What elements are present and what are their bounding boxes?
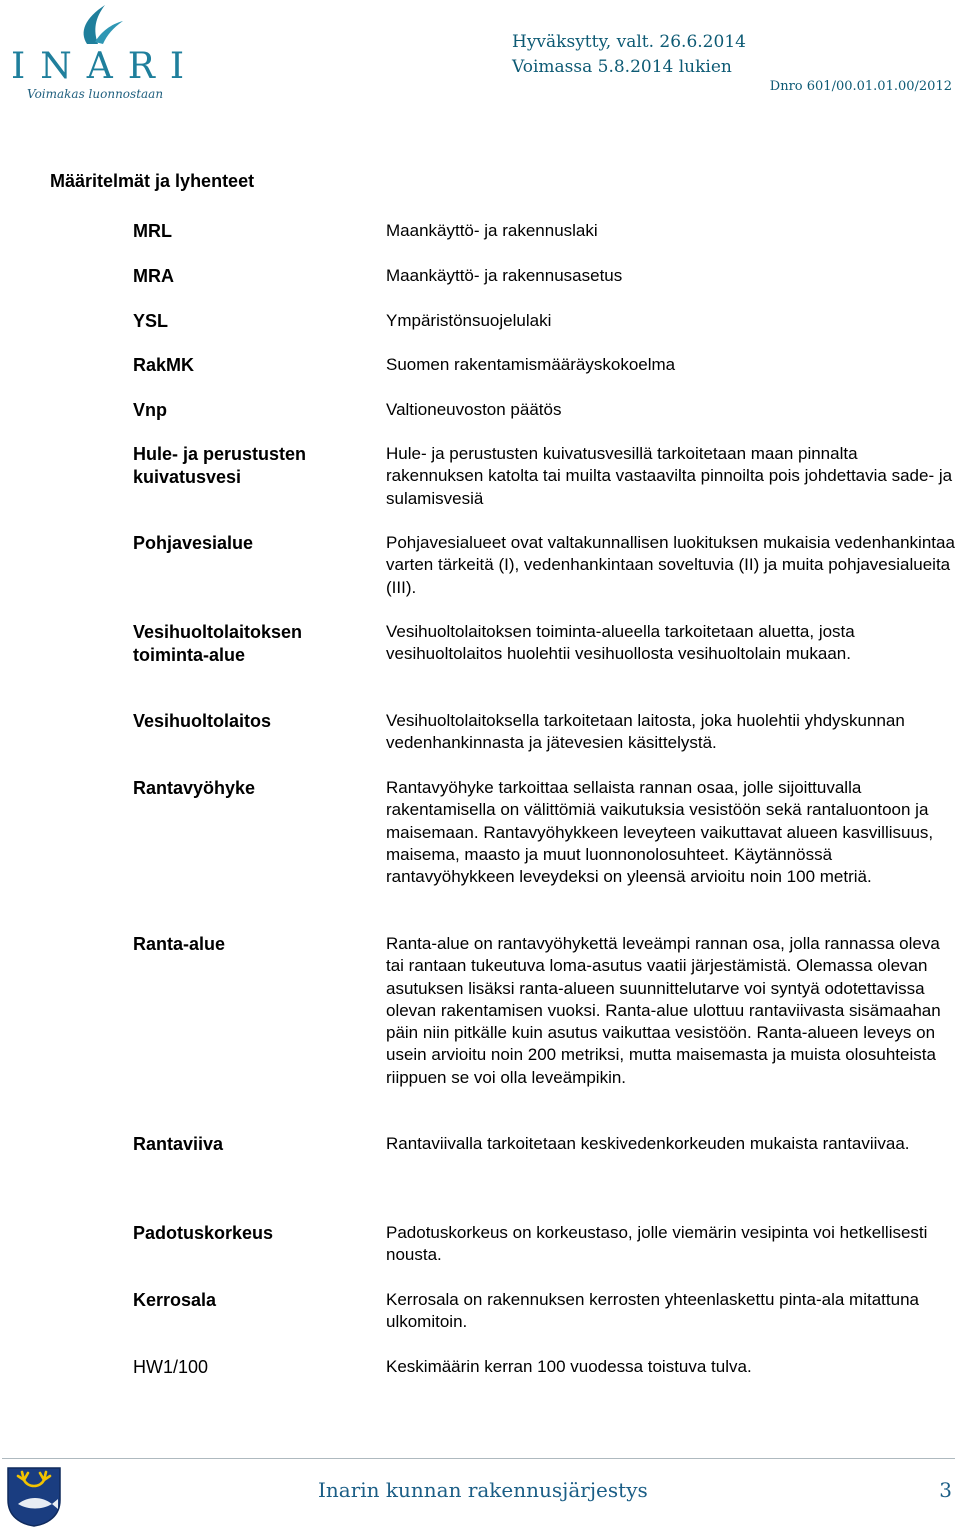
definition-kerrosala: Kerrosala on rakennuksen kerrosten yhteenlaskettu pinta-ala mitattuna ulkomitoin.	[386, 1290, 919, 1332]
bird-flight-icon	[65, 2, 125, 46]
definition-rakmk: Suomen rakentamismääräyskokoelma	[386, 355, 676, 374]
term-rakmk: RakMK	[133, 355, 195, 375]
definition-vesihuoltolaitoksen-toiminta-alue: Vesihuoltolaitoksen toiminta-alueella tarkoitetaan aluetta, josta vesihuoltolaitos huolehtii vesihuollosta vesihuoltolain mukaan.	[386, 622, 855, 664]
footer-divider	[2, 1458, 955, 1459]
definition-mrl: Maankäyttö- ja rakennuslaki	[386, 221, 598, 240]
term-kerrosala: Kerrosala	[133, 1290, 217, 1310]
definition-vesihuoltolaitos: Vesihuoltolaitoksella tarkoitetaan laitosta, joka huolehtii yhdyskunnan vedenhankinnasta ja jätevesien käsittelystä.	[386, 711, 905, 753]
definition-ranta-alue: Ranta-alue on rantavyöhykettä leveämpi rannan osa, jolla rannassa oleva tai rantaan tukeutuva loma-asutus vaatii järjestämistä. Olemassa olevan asutuksen lisäksi ranta-alueen suunnittelutarve voi syntyä odotettavissa olevan rakentamisen vuoksi. Ranta-alue ulottuu rantaviivasta sisämaahan päin niin pitkälle kuin asutus vaikuttaa vesistöön. Ranta-alueen leveys on usein arvioitu noin 200 metriksi, mutta maisemasta ja muista olosuhteista riippuen se voi olla leveämpikin.	[386, 934, 941, 1087]
record-number: Dnro 601/00.01.01.00/2012	[769, 79, 952, 94]
term-rantaviiva: Rantaviiva	[133, 1134, 224, 1154]
municipal-crest-icon	[6, 1466, 62, 1528]
page-title: Määritelmät ja lyhenteet	[50, 171, 255, 191]
definition-padotuskorkeus: Padotuskorkeus on korkeustaso, jolle viemärin vesipinta voi hetkellisesti nousta.	[386, 1223, 928, 1265]
definition-hule: Hule- ja perustusten kuivatusvesillä tarkoitetaan maan pinnalta rakennuksen katolta tai muilta vastaavilta pinnoilta pois johdettavia sade- ja sulamisvesiä	[386, 444, 953, 508]
definition-rantavyohyke: Rantavyöhyke tarkoittaa sellaista rannan osaa, jolle sijoittuvalla rakentamisella on välittömiä vaikutuksia vesistöön sekä rantaluontoon ja maisemaan. Rantavyöhykkeen leveyteen vaikuttavat alueen kasvillisuus, maisema, maasto ja muut luonnonolosuhteet. Käytännössä rantavyöhykkeen leveydeksi on yleensä arvioitu noin 100 metriä.	[386, 778, 934, 887]
definition-mra: Maankäyttö- ja rakennusasetus	[386, 266, 623, 285]
term-vnp: Vnp	[133, 400, 167, 420]
term-mrl: MRL	[133, 221, 172, 241]
logo-wordmark: INARI	[11, 46, 200, 87]
definition-pohjavesialue: Pohjavesialueet ovat valtakunnallisen luokituksen mukaisia vedenhankintaa varten tärkeitä (I), vedenhankintaan soveltuvia (II) ja muita pohjavesialueita (III).	[386, 533, 955, 597]
logo-slogan: Voimakas luonnostaan	[27, 87, 164, 101]
term-pohjavesialue: Pohjavesialue	[133, 533, 254, 553]
term-hule: Hule- ja perustusten kuivatusvesi	[133, 444, 307, 487]
term-hw1-100: HW1/100	[133, 1357, 209, 1377]
definition-vnp: Valtioneuvoston päätös	[386, 400, 562, 419]
definition-rantaviiva: Rantaviivalla tarkoitetaan keskivedenkorkeuden mukaista rantaviivaa.	[386, 1134, 910, 1153]
footer-document-title: Inarin kunnan rakennusjärjestys	[318, 1478, 648, 1502]
term-padotuskorkeus: Padotuskorkeus	[133, 1223, 274, 1243]
term-ysl: YSL	[133, 311, 169, 331]
valid-from-date: Voimassa 5.8.2014 lukien	[512, 57, 732, 77]
page-number: 3	[939, 1478, 952, 1502]
definition-hw1-100: Keskimäärin kerran 100 vuodessa toistuva tulva.	[386, 1357, 752, 1376]
term-ranta-alue: Ranta-alue	[133, 934, 226, 954]
term-vesihuoltolaitos: Vesihuoltolaitos	[133, 711, 272, 731]
approval-date: Hyväksytty, valt. 26.6.2014	[512, 32, 746, 52]
term-mra: MRA	[133, 266, 174, 286]
inari-logo	[5, 0, 200, 105]
term-vesihuoltolaitoksen-toiminta-alue: Vesihuoltolaitoksen toiminta-alue	[133, 622, 303, 665]
term-rantavyohyke: Rantavyöhyke	[133, 778, 256, 798]
definition-ysl: Ympäristönsuojelulaki	[386, 311, 552, 330]
